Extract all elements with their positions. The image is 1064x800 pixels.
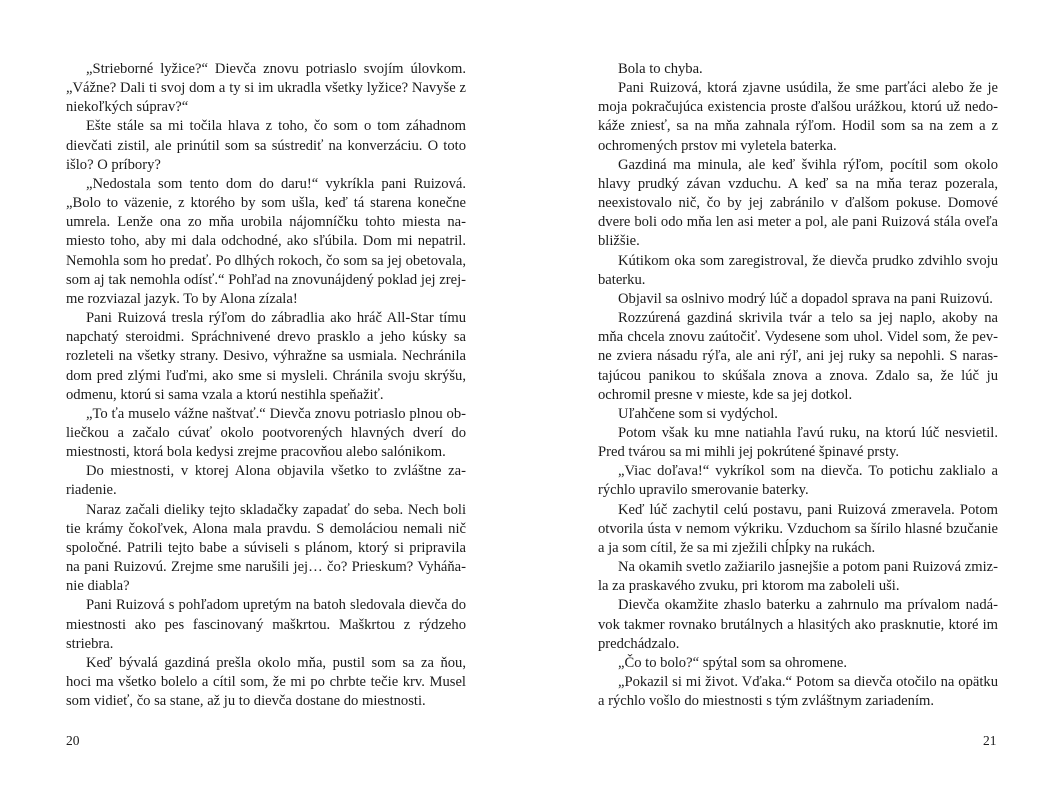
- paragraph: „Čo to bolo?“ spýtal som sa ohromene.: [618, 654, 847, 671]
- page-number-right: 21: [983, 733, 997, 748]
- paragraph: „Strieborné lyžice?“ Dievča znovu potriaslo svojím úlovkom. „Vážne? Dali ti svoj dom a ty si im ukradla všetky lyžice? Navyše z niekoľkých súprav?“: [66, 61, 466, 116]
- paragraph: Pani Ruizová tresla rýľom do zábradlia ako hráč All-Star tímu napchatý steroidmi. Spráchnivené drevo prasklo a jeho kúsky sa rozleteli na všetky strany. Desivo, výhražne sa usmiala. Nechránila dom pred zlými ľuďmi, ako sme si mysleli. Chránila svoju skrýšu, odmenu, ktorú si sama vzala a ktorú nestihla speňažiť.: [66, 310, 466, 403]
- paragraph: Potom však ku mne natiahla ľavú ruku, na ktorú lúč nesvietil. Pred tvárou sa mi mihli jej pokrútené špinavé prsty.: [598, 424, 998, 461]
- paragraph: Gazdiná ma minula, ale keď švihla rýľom, pocítil som okolo hlavy prudký závan vzduchu. A keď sa na mňa teraz pozerala, neexistovalo nič, čo by jej zabránilo v ďalšom pokuse. Domové dvere boli odo mňa len asi meter a pol, ale pani Ruizová stála oveľa bližšie.: [598, 156, 998, 250]
- paragraph: Bola to chyba.: [618, 61, 703, 77]
- paragraph: Uľahčene som si vydýchol.: [618, 405, 778, 422]
- paragraph: Dievča okamžite zhaslo baterku a zahrnulo ma prívalom nadávok takmer rovnako brutálnych a hlasitých ako prasknutie, ktoré im predchádzalo.: [598, 597, 998, 652]
- left-page-text: [66, 60, 466, 711]
- paragraph: Kútikom oka som zaregistroval, že dievča prudko zdvihlo svoju baterku.: [598, 252, 998, 288]
- paragraph: „Viac doľava!“ vykríkol som na dievča. To potichu zaklialo a rýchlo upravilo smerovanie baterky.: [598, 463, 998, 499]
- paragraph: „Nedostala som tento dom do daru!“ vykríkla pani Ruizová. „Bolo to väzenie, z ktorého by som ušla, keď tá starena konečne umrela. Lenže ona zo mňa urobila nájomníčku tohto miesta namiesto toho, aby mi dala odchodné, ako sľúbila. Dom mi nepatril. Nemohla som ho predať. Po dlhých rokoch, čo som sa jej obetovala, som aj tak nemohla odísť.“ Pohľad na znovunájdený poklad jej zrejme rozviazal jazyk. To by Alona zízala!: [66, 175, 466, 307]
- paragraph: „To ťa muselo vážne naštvať.“ Dievča znovu potriaslo plnou obliečkou a začalo cúvať okolo pootvorených hlavných dverí do miestnosti, ktorá bola kedysi zrejme pracovňou alebo salónikom.: [66, 405, 466, 461]
- right-page-text: [598, 60, 998, 711]
- paragraph: Keď lúč zachytil celú postavu, pani Ruizová zmeravela. Potom otvorila ústa v nemom výkriku. Vzduchom sa šírilo hlasné bzučanie a ja som cítil, že sa mi zježili chĺpky na rukách.: [598, 501, 998, 556]
- paragraph: Keď bývalá gazdiná prešla okolo mňa, pustil som sa za ňou, hoci ma všetko bolelo a cítil som, že mi po chrbte tečie krv. Musel som vidieť, čo sa stane, až ju to dievča dostane do miestnosti.: [66, 654, 466, 710]
- paragraph: Objavil sa oslnivo modrý lúč a dopadol sprava na pani Ruizovú.: [618, 290, 993, 307]
- paragraph: Do miestnosti, v ktorej Alona objavila všetko to zvláštne zariadenie.: [66, 463, 466, 499]
- paragraph: Ešte stále sa mi točila hlava z toho, čo som o tom záhadnom dievčati zistil, ale prinútil som sa sústrediť na konverzáciu. O toto išlo? O príbory?: [66, 118, 466, 173]
- paragraph: Rozzúrená gazdiná skrivila tvár a telo sa jej naplo, akoby na mňa chcela znovu zaútočiť. Vydesene som uhol. Videl som, že pevne zviera násadu rýľa, ale ani rýľ, ani jej ruky sa nepohli. S narastajúcou panikou to skúšala znova a znova. Zdalo sa, že lúč ju ochromil presne v mieste, kde sa jej dotkol.: [598, 310, 998, 403]
- paragraph: Pani Ruizová, ktorá zjavne usúdila, že sme parťáci alebo že je moja pokračujúca existencia proste ďalšou urážkou, ktorú už nedokáže zniesť, sa na mňa zahnala rýľom. Hodil som sa na zem a z ochromených prstov mi vyletela baterka.: [598, 80, 998, 154]
- paragraph: Na okamih svetlo zažiarilo jasnejšie a potom pani Ruizová zmizla za praskavého zvuku, pri ktorom ma zaboleli uši.: [598, 559, 998, 595]
- page-number-left: 20: [66, 733, 80, 748]
- paragraph: Pani Ruizová s pohľadom upretým na batoh sledovala dievča do miestnosti ako pes fascinovaný maškrtou. Maškrtou z rýdzeho striebra.: [66, 597, 466, 652]
- paragraph: „Pokazil si mi život. Vďaka.“ Potom sa dievča otočilo na opätku a rýchlo vošlo do miestnosti s tým zvláštnym zariadením.: [598, 674, 998, 710]
- paragraph: Naraz začali dieliky tejto skladačky zapadať do seba. Nech boli tie krámy čokoľvek, Alona mala pravdu. S demoláciou nemali nič spoločné. Patrili tejto babe a súviseli s plánom, ktorý si pripravila na pani Ruizovú. Zrejme sme narušili jej… čo? Prieskum? Vyháňanie diabla?: [66, 501, 466, 595]
